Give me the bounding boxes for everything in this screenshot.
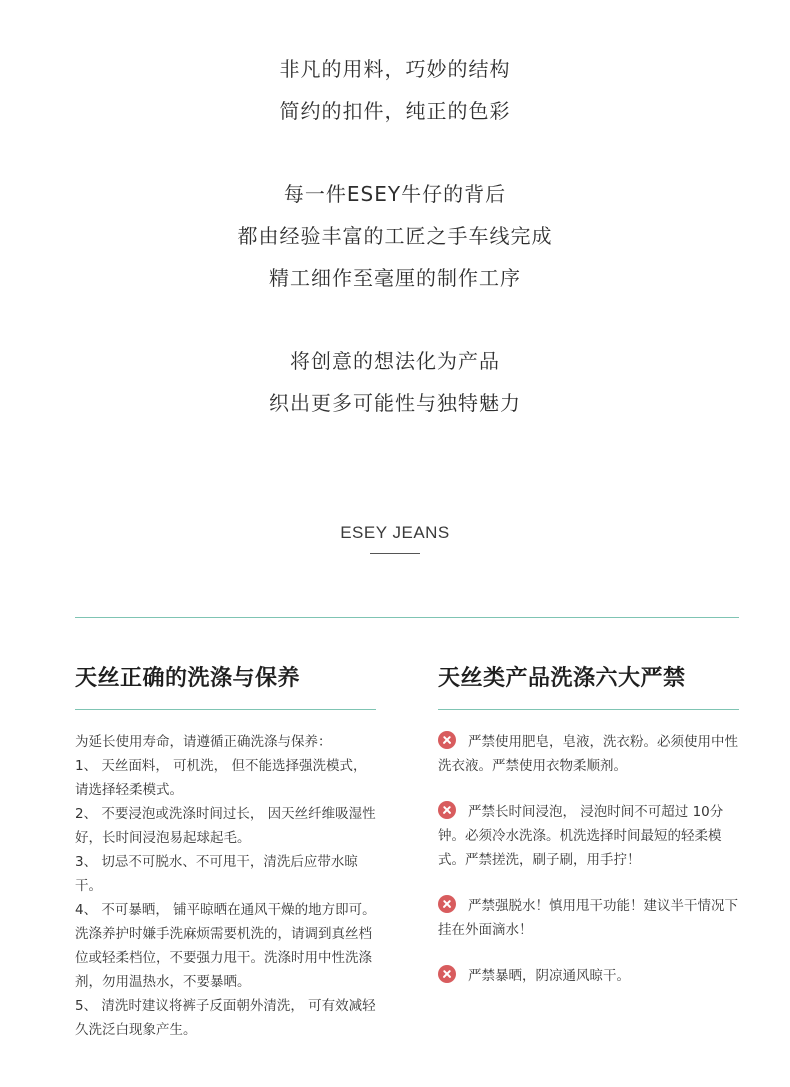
care-item: 1、 天丝面料， 可机洗， 但不能选择强洗模式，请选择轻柔模式。 — [75, 758, 367, 798]
ban-text: 严禁暴晒，阴凉通风晾干。 — [468, 968, 630, 984]
ban-text: 严禁长时间浸泡， 浸泡时间不可超过 10分钟。必须冷水洗涤。机洗选择时间最短的轻柔模式。严禁搓洗，刷子刷，用手拧！ — [438, 804, 724, 868]
ban-text: 严禁强脱水！慎用甩干功能！建议半干情况下挂在外面滴水！ — [438, 898, 738, 938]
care-item: 3、 切忌不可脱水、不可甩干，清洗后应带水晾干。 — [75, 854, 358, 894]
care-title-rule — [75, 709, 376, 710]
ban-item — [438, 964, 739, 988]
intro-group-3 — [0, 340, 790, 424]
x-circle-icon — [438, 895, 456, 913]
intro-line: 非凡的用料，巧妙的结构 — [279, 57, 511, 81]
brand-underline — [370, 553, 420, 554]
section-divider — [75, 617, 739, 618]
bans-title: 天丝类产品洗涤六大严禁 — [438, 666, 686, 691]
x-circle-icon — [438, 801, 456, 819]
care-item: 5、 清洗时建议将裤子反面朝外清洗， 可有效减轻久洗泛白现象产生。 — [75, 998, 376, 1038]
intro-line: 简约的扣件，纯正的色彩 — [279, 99, 511, 123]
bans-section — [438, 662, 739, 1010]
brand-name: ESEY JEANS — [340, 523, 450, 542]
intro-line: 精工细作至毫厘的制作工序 — [269, 266, 521, 290]
intro-line: 织出更多可能性与独特魅力 — [269, 391, 521, 415]
bans-title-rule — [438, 709, 739, 710]
ban-list — [438, 730, 739, 988]
intro-group-2 — [0, 173, 790, 299]
care-section — [75, 662, 376, 1042]
care-title: 天丝正确的洗涤与保养 — [75, 666, 301, 691]
ban-item — [438, 730, 739, 778]
ban-item — [438, 800, 739, 872]
ban-text: 严禁使用肥皂，皂液，洗衣粉。必须使用中性洗衣液。严禁使用衣物柔顺剂。 — [438, 734, 738, 774]
x-circle-icon — [438, 731, 456, 749]
x-circle-icon — [438, 965, 456, 983]
care-item: 2、 不要浸泡或洗涤时间过长， 因天丝纤维吸湿性好，长时间浸泡易起球起毛。 — [75, 806, 376, 846]
ban-item — [438, 894, 739, 942]
intro-group-1 — [0, 48, 790, 132]
intro-line: 将创意的想法化为产品 — [290, 349, 500, 373]
intro-line: 都由经验丰富的工匠之手车线完成 — [237, 224, 553, 248]
care-body — [75, 730, 376, 1042]
intro-line: 每一件ESEY牛仔的背后 — [283, 182, 507, 206]
care-intro: 为延长使用寿命，请遵循正确洗涤与保养： — [75, 734, 332, 750]
intro-text — [0, 48, 790, 465]
care-item: 4、 不可暴晒， 铺平晾晒在通风干燥的地方即可。洗涤养护时嫌手洗麻烦需要机洗的，请调到真丝档位或轻柔档位，不要强力甩干。洗涤时用中性洗涤剂，勿用温热水，不要暴晒。 — [75, 902, 376, 990]
